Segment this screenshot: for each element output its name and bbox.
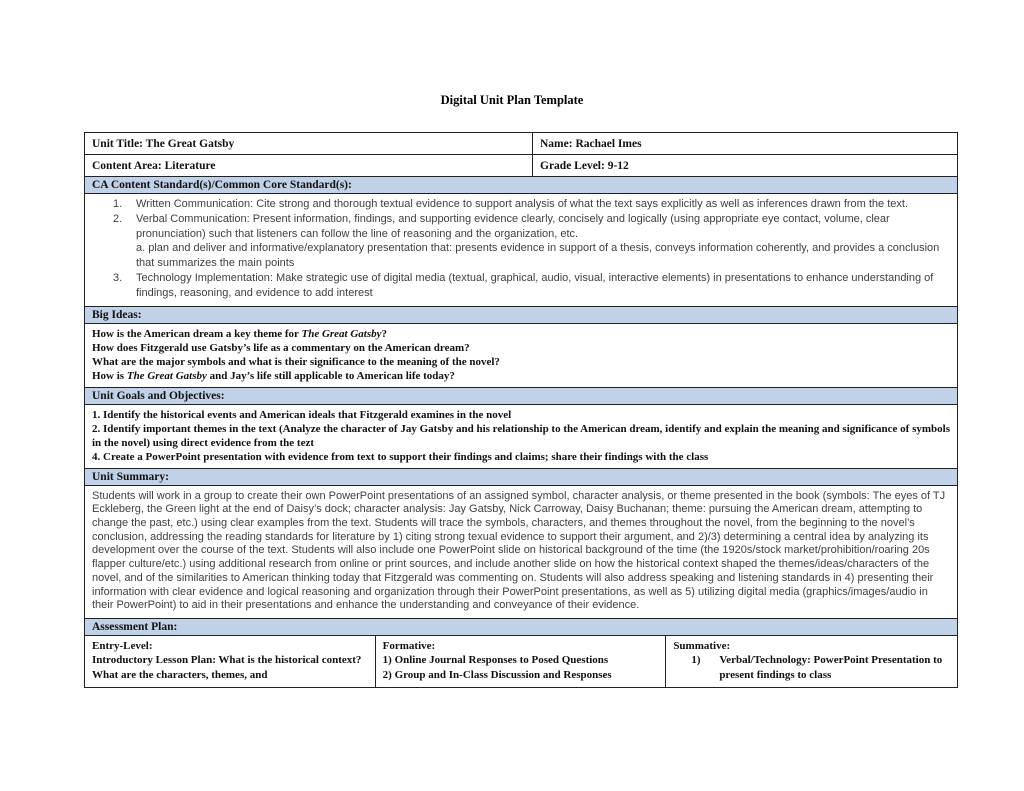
standards-item-3 — [113, 271, 949, 301]
standards-item-1 — [113, 197, 949, 212]
big-ideas-section-header: Big Ideas: — [85, 307, 957, 324]
grade-level-cell: Grade Level: 9-12 — [540, 160, 629, 172]
entry-level-body: Introductory Lesson Plan: What is the historical context? What are the characters, themes, and — [92, 654, 362, 681]
assessment-formative-cell — [376, 636, 667, 688]
big-idea-line-2: How does Fitzgerald use Gatsby’s life as a commentary on the American dream? — [92, 341, 470, 354]
document-title: Digital Unit Plan Template — [440, 93, 584, 107]
big-idea-line-1: How is the American dream a key theme for The Great Gatsby? — [92, 327, 388, 340]
big-ideas-content — [85, 324, 957, 388]
standards-item-sub: a. plan and deliver and informative/explanatory presentation that: presents evidence in support of a thesis, conveys information coherently, and provides a conclusion that summarizes the main points — [136, 242, 940, 270]
unit-plan-table — [84, 132, 958, 688]
assessment-section-header: Assessment Plan: — [85, 619, 957, 636]
goals-section-header: Unit Goals and Objectives: — [85, 388, 957, 405]
standards-item-text — [136, 212, 949, 271]
summative-item-number: 1) — [691, 654, 701, 667]
goal-line-3: 4. Create a PowerPoint presentation with evidence from text to support their findings and claims; share their findings with the class — [92, 450, 709, 463]
standards-item-number: 2. — [113, 212, 123, 225]
formative-item-1: 1) Online Journal Responses to Posed Questions — [382, 654, 609, 667]
assessment-summative-cell — [666, 636, 957, 688]
standards-item-2 — [113, 212, 949, 271]
goal-line-1: 1. Identify the historical events and American ideals that Fitzgerald examines in the novel — [92, 408, 512, 421]
goals-content — [85, 405, 957, 469]
standards-item-text: Written Communication: Cite strong and thorough textual evidence to support analysis of what the text says explicitly as well as inferences drawn from the text. — [136, 198, 909, 210]
standards-list — [85, 194, 957, 307]
standards-section-header: CA Content Standard(s)/Common Core Standard(s): — [85, 177, 957, 194]
summary-section-header: Unit Summary: — [85, 469, 957, 486]
standards-item-main: Verbal Communication: Present information, findings, and supporting evidence clearly, concisely and logically (using appropriate eye contact, volume, clear pronunciation) such that listeners can follow the line of reasoning and the organization, etc. — [136, 212, 890, 240]
row-unit-title — [85, 133, 957, 155]
big-idea-line-4: How is The Great Gatsby and Jay’s life still applicable to American life today? — [92, 369, 455, 382]
summary-content: Students will work in a group to create their own PowerPoint presentations of an assigned symbol, character analysis, or theme presented in the book (symbols: The eyes of TJ Eckleberg, the Green light at the end of Daisy’s dock; character analysis: Jay Gatsby, Nick Carroway, Daisy Buchanan; theme: pursuing the American dream, attempting to change the past, etc.) using clear examples from the text. Students will trace the symbols, characters, and themes throughout the novel, from the beginning to the novel’s conclusion, addressing the reading standards for literature by 1) citing strong texual evidence to support their argument, and 2)/3) determining a central idea by analyzing its development over the course of the text. Students will also include one PowerPoint slide on historical background of the time (the 1920s/stock market/prohibition/roaring 20s flapper culture/etc.) using additional research from online or print sources, and include another slide on how the historical context shaped the themes/ideas/characters of the novel, and of the similarities to American thinking today that Fitzgerald was commenting on. Students will also address speaking and listening standards in 4) presenting their information with clear evidence and logical reasoning and organization through their PowerPoint presentations, as well as 5) utilizing digital media (graphics/images/audio in their PowerPoint) to aid in their presentations and enhance the understanding and conveyance of their evidence. — [85, 486, 957, 619]
summative-item-1 — [673, 653, 950, 682]
goal-line-2: 2. Identify important themes in the text (Analyze the character of Jay Gatsby and his relationship to the American dream, identify and explain the meaning and significance of symbols in the novel) using direct evidence from the tezt — [92, 422, 950, 449]
row-content-area — [85, 155, 957, 177]
standards-item-text: Technology Implementation: Make strategic use of digital media (textual, graphical, audio, visual, interactive elements) in presentations to enhance understanding of findings, reasoning, and evidence to add interest — [136, 271, 934, 299]
entry-level-title: Entry-Level: — [92, 639, 153, 652]
name-cell: Name: Rachael Imes — [540, 138, 642, 150]
assessment-columns — [85, 636, 957, 688]
standards-item-number: 1. — [113, 198, 123, 210]
summative-item-text: Verbal/Technology: PowerPoint Presentation to present findings to class — [719, 654, 943, 681]
summative-title: Summative: — [673, 639, 731, 652]
big-idea-line-3: What are the major symbols and what is their significance to the meaning of the novel? — [92, 355, 500, 368]
assessment-entry-level-cell — [85, 636, 376, 688]
formative-item-2: 2) Group and In-Class Discussion and Responses — [382, 668, 612, 681]
unit-title-cell: Unit Title: The Great Gatsby — [85, 133, 533, 154]
formative-title: Formative: — [382, 639, 436, 652]
content-area-cell: Content Area: Literature — [85, 155, 533, 176]
standards-item-number: 3. — [113, 271, 123, 284]
